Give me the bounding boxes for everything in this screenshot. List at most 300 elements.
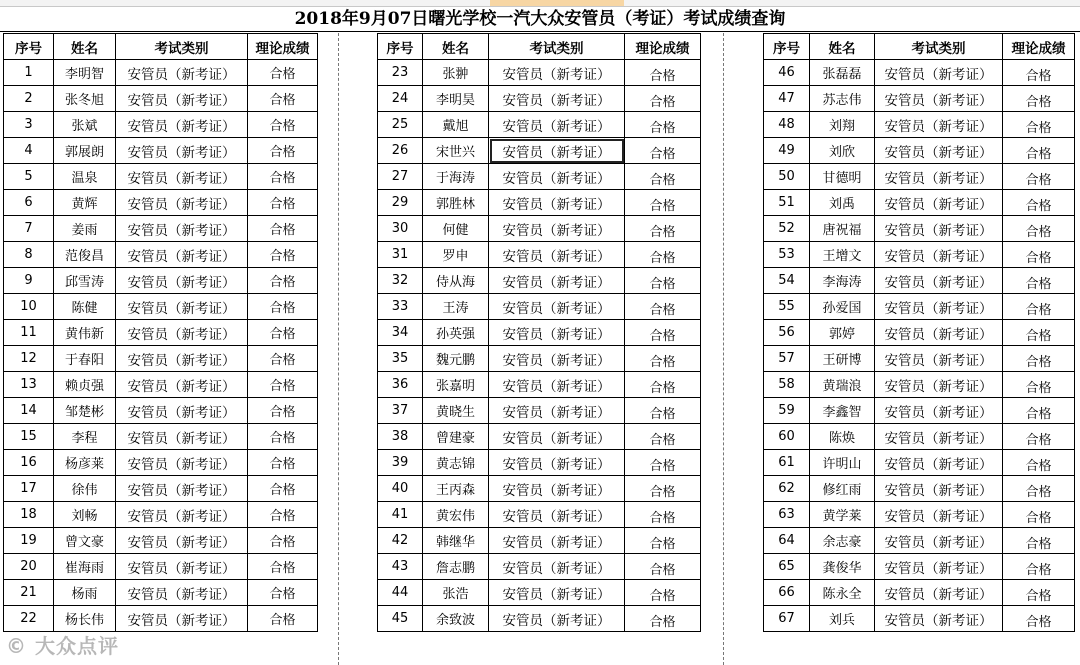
cell-exam-type[interactable]: 安管员（新考证） — [489, 216, 625, 242]
cell-number[interactable]: 14 — [4, 398, 54, 424]
cell-number[interactable]: 61 — [764, 450, 810, 476]
cell-name[interactable]: 黄学莱 — [810, 502, 875, 528]
cell-theory-score[interactable]: 合格 — [625, 528, 701, 554]
cell-number[interactable]: 9 — [4, 268, 54, 294]
cell-exam-type[interactable]: 安管员（新考证） — [489, 294, 625, 320]
cell-exam-type[interactable]: 安管员（新考证） — [875, 528, 1003, 554]
cell-name[interactable]: 赖贞强 — [54, 372, 116, 398]
cell-name[interactable]: 黄宏伟 — [423, 502, 489, 528]
cell-exam-type[interactable]: 安管员（新考证） — [489, 424, 625, 450]
cell-theory-score[interactable]: 合格 — [1003, 528, 1075, 554]
cell-name[interactable]: 崔海雨 — [54, 554, 116, 580]
cell-name[interactable]: 李明智 — [54, 60, 116, 86]
cell-number[interactable]: 47 — [764, 86, 810, 112]
table-row — [764, 164, 1075, 190]
cell-theory-score[interactable]: 合格 — [625, 138, 701, 164]
cell-number[interactable]: 49 — [764, 138, 810, 164]
cell-exam-type[interactable]: 安管员（新考证） — [489, 580, 625, 606]
cell-number[interactable]: 10 — [4, 294, 54, 320]
cell-exam-type[interactable]: 安管员（新考证） — [875, 398, 1003, 424]
cell-number[interactable]: 50 — [764, 164, 810, 190]
cell-name[interactable]: 孙爱国 — [810, 294, 875, 320]
cell-exam-type[interactable]: 安管员（新考证） — [116, 606, 248, 632]
cell-number[interactable]: 20 — [4, 554, 54, 580]
cell-number[interactable]: 26 — [378, 138, 423, 164]
cell-exam-type[interactable]: 安管员（新考证） — [489, 554, 625, 580]
header-exam-type[interactable]: 考试类别 — [875, 34, 1003, 60]
header-number[interactable]: 序号 — [4, 34, 54, 60]
cell-exam-type[interactable]: 安管员（新考证） — [116, 554, 248, 580]
cell-exam-type[interactable]: 安管员（新考证） — [116, 216, 248, 242]
cell-exam-type[interactable]: 安管员（新考证） — [489, 86, 625, 112]
cell-theory-score[interactable]: 合格 — [248, 138, 318, 164]
cell-name[interactable]: 邱雪涛 — [54, 268, 116, 294]
cell-theory-score[interactable]: 合格 — [1003, 424, 1075, 450]
cell-number[interactable]: 2 — [4, 86, 54, 112]
cell-theory-score[interactable]: 合格 — [1003, 346, 1075, 372]
cell-exam-type[interactable]: 安管员（新考证） — [875, 502, 1003, 528]
cell-exam-type[interactable]: 安管员（新考证） — [116, 268, 248, 294]
cell-theory-score[interactable]: 合格 — [625, 554, 701, 580]
cell-name[interactable]: 修红雨 — [810, 476, 875, 502]
cell-number[interactable]: 37 — [378, 398, 423, 424]
cell-exam-type[interactable]: 安管员（新考证） — [116, 346, 248, 372]
cell-name[interactable]: 王增文 — [810, 242, 875, 268]
cell-theory-score[interactable]: 合格 — [625, 190, 701, 216]
cell-exam-type[interactable]: 安管员（新考证） — [116, 450, 248, 476]
cell-theory-score[interactable]: 合格 — [1003, 268, 1075, 294]
cell-name[interactable]: 张冬旭 — [54, 86, 116, 112]
cell-exam-type[interactable]: 安管员（新考证） — [116, 424, 248, 450]
header-theory-score[interactable]: 理论成绩 — [1003, 34, 1075, 60]
cell-exam-type[interactable]: 安管员（新考证） — [875, 606, 1003, 632]
cell-exam-type[interactable]: 安管员（新考证） — [875, 372, 1003, 398]
cell-exam-type[interactable]: 安管员（新考证） — [875, 60, 1003, 86]
cell-name[interactable]: 于春阳 — [54, 346, 116, 372]
table-row — [378, 606, 701, 632]
table-row — [378, 86, 701, 112]
cell-name[interactable]: 王研博 — [810, 346, 875, 372]
cell-exam-type[interactable]: 安管员（新考证） — [875, 476, 1003, 502]
cell-theory-score[interactable]: 合格 — [625, 216, 701, 242]
cell-exam-type[interactable]: 安管员（新考证） — [875, 164, 1003, 190]
cell-exam-type[interactable]: 安管员（新考证） — [116, 86, 248, 112]
cell-name[interactable]: 王涛 — [423, 294, 489, 320]
cell-exam-type[interactable]: 安管员（新考证） — [116, 476, 248, 502]
cell-theory-score[interactable]: 合格 — [1003, 398, 1075, 424]
cell-exam-type[interactable]: 安管员（新考证） — [875, 580, 1003, 606]
cell-theory-score[interactable]: 合格 — [248, 450, 318, 476]
cell-number[interactable]: 51 — [764, 190, 810, 216]
cell-exam-type[interactable]: 安管员（新考证） — [875, 450, 1003, 476]
cell-name[interactable]: 魏元鹏 — [423, 346, 489, 372]
cell-number[interactable]: 12 — [4, 346, 54, 372]
cell-theory-score[interactable]: 合格 — [1003, 476, 1075, 502]
cell-theory-score[interactable]: 合格 — [1003, 502, 1075, 528]
cell-exam-type[interactable]: 安管员（新考证） — [875, 424, 1003, 450]
cell-theory-score[interactable]: 合格 — [248, 86, 318, 112]
cell-name[interactable]: 陈健 — [54, 294, 116, 320]
cell-theory-score[interactable]: 合格 — [1003, 190, 1075, 216]
cell-number[interactable]: 67 — [764, 606, 810, 632]
cell-exam-type[interactable]: 安管员（新考证） — [489, 346, 625, 372]
cell-theory-score[interactable]: 合格 — [248, 528, 318, 554]
cell-theory-score[interactable]: 合格 — [625, 268, 701, 294]
cell-number[interactable]: 30 — [378, 216, 423, 242]
table-row — [764, 242, 1075, 268]
cell-name[interactable]: 刘翔 — [810, 112, 875, 138]
cell-theory-score[interactable]: 合格 — [248, 190, 318, 216]
cell-theory-score[interactable]: 合格 — [625, 60, 701, 86]
cell-name[interactable]: 黄瑞浪 — [810, 372, 875, 398]
cell-name[interactable]: 张嘉明 — [423, 372, 489, 398]
cell-number[interactable]: 54 — [764, 268, 810, 294]
table-row — [378, 346, 701, 372]
cell-number[interactable]: 15 — [4, 424, 54, 450]
cell-name[interactable]: 李明昊 — [423, 86, 489, 112]
cell-number[interactable]: 64 — [764, 528, 810, 554]
cell-exam-type[interactable]: 安管员（新考证） — [875, 216, 1003, 242]
cell-exam-type[interactable]: 安管员（新考证） — [489, 398, 625, 424]
cell-number[interactable]: 29 — [378, 190, 423, 216]
cell-number[interactable]: 36 — [378, 372, 423, 398]
cell-number[interactable]: 35 — [378, 346, 423, 372]
cell-theory-score[interactable]: 合格 — [248, 606, 318, 632]
cell-exam-type[interactable]: 安管员（新考证） — [489, 502, 625, 528]
cell-number[interactable]: 34 — [378, 320, 423, 346]
cell-exam-type[interactable]: 安管员（新考证） — [875, 138, 1003, 164]
cell-theory-score[interactable]: 合格 — [625, 320, 701, 346]
cell-number[interactable]: 4 — [4, 138, 54, 164]
cell-name[interactable]: 邹楚彬 — [54, 398, 116, 424]
cell-number[interactable]: 32 — [378, 268, 423, 294]
table-row — [4, 60, 318, 86]
cell-exam-type[interactable]: 安管员（新考证） — [875, 320, 1003, 346]
cell-theory-score[interactable]: 合格 — [625, 476, 701, 502]
results-table-middle — [377, 33, 701, 632]
cell-theory-score[interactable]: 合格 — [1003, 138, 1075, 164]
table-row — [378, 60, 701, 86]
cell-theory-score[interactable]: 合格 — [248, 580, 318, 606]
cell-name[interactable]: 黄辉 — [54, 190, 116, 216]
cell-number[interactable]: 8 — [4, 242, 54, 268]
cell-exam-type[interactable]: 安管员（新考证） — [875, 190, 1003, 216]
cell-theory-score[interactable]: 合格 — [625, 450, 701, 476]
cell-name[interactable]: 张浩 — [423, 580, 489, 606]
cell-number[interactable]: 45 — [378, 606, 423, 632]
table-row — [764, 528, 1075, 554]
cell-name[interactable]: 范俊昌 — [54, 242, 116, 268]
cell-theory-score[interactable]: 合格 — [248, 60, 318, 86]
cell-number[interactable]: 52 — [764, 216, 810, 242]
cell-name[interactable]: 李鑫智 — [810, 398, 875, 424]
cell-name[interactable]: 张磊磊 — [810, 60, 875, 86]
cell-number[interactable]: 19 — [4, 528, 54, 554]
cell-theory-score[interactable]: 合格 — [625, 398, 701, 424]
table-row — [4, 554, 318, 580]
cell-number[interactable]: 65 — [764, 554, 810, 580]
watermark-logo: © 大众点评 — [6, 634, 119, 658]
table-row — [4, 424, 318, 450]
cell-exam-type[interactable]: 安管员（新考证） — [489, 60, 625, 86]
cell-name[interactable]: 黄伟新 — [54, 320, 116, 346]
cell-theory-score[interactable]: 合格 — [1003, 164, 1075, 190]
cell-theory-score[interactable]: 合格 — [1003, 242, 1075, 268]
cell-number[interactable]: 42 — [378, 528, 423, 554]
cell-number[interactable]: 39 — [378, 450, 423, 476]
cell-exam-type[interactable]: 安管员（新考证） — [116, 528, 248, 554]
cell-number[interactable]: 5 — [4, 164, 54, 190]
cell-name[interactable]: 侍从海 — [423, 268, 489, 294]
cell-exam-type[interactable]: 安管员（新考证） — [116, 164, 248, 190]
cell-name[interactable]: 甘德明 — [810, 164, 875, 190]
cell-exam-type[interactable]: 安管员（新考证） — [875, 346, 1003, 372]
cell-exam-type[interactable]: 安管员（新考证） — [116, 580, 248, 606]
cell-theory-score[interactable]: 合格 — [248, 320, 318, 346]
header-theory-score[interactable]: 理论成绩 — [248, 34, 318, 60]
cell-number[interactable]: 18 — [4, 502, 54, 528]
cell-theory-score[interactable]: 合格 — [1003, 216, 1075, 242]
cell-theory-score[interactable]: 合格 — [625, 294, 701, 320]
cell-exam-type[interactable]: 安管员（新考证） — [489, 476, 625, 502]
cell-theory-score[interactable]: 合格 — [625, 606, 701, 632]
cell-exam-type[interactable]: 安管员（新考证） — [489, 268, 625, 294]
cell-exam-type[interactable]: 安管员（新考证） — [489, 528, 625, 554]
cell-number[interactable]: 24 — [378, 86, 423, 112]
cell-name[interactable]: 曾文豪 — [54, 528, 116, 554]
cell-number[interactable]: 17 — [4, 476, 54, 502]
cell-theory-score[interactable]: 合格 — [1003, 320, 1075, 346]
cell-exam-type[interactable]: 安管员（新考证） — [875, 242, 1003, 268]
cell-number[interactable]: 53 — [764, 242, 810, 268]
cell-name[interactable]: 黄晓生 — [423, 398, 489, 424]
cell-theory-score[interactable]: 合格 — [248, 112, 318, 138]
table-row — [764, 138, 1075, 164]
cell-name[interactable]: 陈焕 — [810, 424, 875, 450]
cell-number[interactable]: 44 — [378, 580, 423, 606]
cell-number[interactable]: 56 — [764, 320, 810, 346]
cell-exam-type[interactable]: 安管员（新考证） — [489, 320, 625, 346]
cell-name[interactable]: 张斌 — [54, 112, 116, 138]
cell-exam-type[interactable]: 安管员（新考证） — [116, 502, 248, 528]
cell-name[interactable]: 曾建豪 — [423, 424, 489, 450]
cell-exam-type[interactable]: 安管员（新考证） — [489, 242, 625, 268]
table-row — [4, 346, 318, 372]
cell-theory-score[interactable]: 合格 — [248, 424, 318, 450]
header-name[interactable]: 姓名 — [810, 34, 875, 60]
cell-theory-score[interactable]: 合格 — [248, 554, 318, 580]
cell-name[interactable]: 何健 — [423, 216, 489, 242]
cell-name[interactable]: 徐伟 — [54, 476, 116, 502]
cell-name[interactable]: 刘禹 — [810, 190, 875, 216]
table-row — [764, 450, 1075, 476]
cell-name[interactable]: 韩继华 — [423, 528, 489, 554]
table-row — [764, 294, 1075, 320]
cell-exam-type[interactable]: 安管员（新考证） — [875, 294, 1003, 320]
cell-number[interactable]: 25 — [378, 112, 423, 138]
cell-number[interactable]: 40 — [378, 476, 423, 502]
cell-exam-type[interactable]: 安管员（新考证） — [116, 112, 248, 138]
cell-theory-score[interactable]: 合格 — [1003, 554, 1075, 580]
cell-exam-type[interactable]: 安管员（新考证） — [116, 398, 248, 424]
cell-name[interactable]: 龚俊华 — [810, 554, 875, 580]
cell-number[interactable]: 27 — [378, 164, 423, 190]
cell-number[interactable]: 43 — [378, 554, 423, 580]
cell-exam-type[interactable]: 安管员（新考证） — [489, 372, 625, 398]
cell-exam-type[interactable]: 安管员（新考证） — [489, 112, 625, 138]
cell-number[interactable]: 22 — [4, 606, 54, 632]
header-exam-type[interactable]: 考试类别 — [489, 34, 625, 60]
cell-number[interactable]: 60 — [764, 424, 810, 450]
cell-theory-score[interactable]: 合格 — [625, 372, 701, 398]
cell-number[interactable]: 57 — [764, 346, 810, 372]
cell-theory-score[interactable]: 合格 — [248, 268, 318, 294]
cell-theory-score[interactable]: 合格 — [248, 398, 318, 424]
cell-theory-score[interactable]: 合格 — [1003, 450, 1075, 476]
cell-name[interactable]: 刘畅 — [54, 502, 116, 528]
table-row — [378, 242, 701, 268]
cell-name[interactable]: 苏志伟 — [810, 86, 875, 112]
cell-theory-score[interactable]: 合格 — [625, 580, 701, 606]
cell-exam-type[interactable]: 安管员（新考证） — [116, 294, 248, 320]
cell-name[interactable]: 詹志鹏 — [423, 554, 489, 580]
table-row — [4, 112, 318, 138]
cell-name[interactable]: 戴旭 — [423, 112, 489, 138]
cell-name[interactable]: 姜雨 — [54, 216, 116, 242]
header-exam-type[interactable]: 考试类别 — [116, 34, 248, 60]
cell-name[interactable]: 罗申 — [423, 242, 489, 268]
cell-number[interactable]: 33 — [378, 294, 423, 320]
cell-exam-type[interactable]: 安管员（新考证） — [489, 606, 625, 632]
cell-number[interactable]: 62 — [764, 476, 810, 502]
header-name[interactable]: 姓名 — [423, 34, 489, 60]
table-row — [764, 346, 1075, 372]
cell-exam-type[interactable]: 安管员（新考证） — [489, 164, 625, 190]
table-row — [378, 190, 701, 216]
cell-number[interactable]: 58 — [764, 372, 810, 398]
cell-name[interactable]: 黄志锦 — [423, 450, 489, 476]
cell-number[interactable]: 13 — [4, 372, 54, 398]
cell-number[interactable]: 55 — [764, 294, 810, 320]
cell-exam-type[interactable]: 安管员（新考证） — [489, 190, 625, 216]
cell-number[interactable]: 7 — [4, 216, 54, 242]
cell-exam-type[interactable]: 安管员（新考证） — [489, 450, 625, 476]
cell-theory-score[interactable]: 合格 — [625, 502, 701, 528]
cell-theory-score[interactable]: 合格 — [1003, 294, 1075, 320]
table-row — [378, 138, 701, 164]
cell-name[interactable]: 刘欣 — [810, 138, 875, 164]
cell-theory-score[interactable]: 合格 — [625, 164, 701, 190]
cell-theory-score[interactable]: 合格 — [625, 346, 701, 372]
cell-name[interactable]: 余致波 — [423, 606, 489, 632]
cell-theory-score[interactable]: 合格 — [625, 112, 701, 138]
header-name[interactable]: 姓名 — [54, 34, 116, 60]
cell-theory-score[interactable]: 合格 — [248, 346, 318, 372]
cell-exam-type[interactable]: 安管员（新考证） — [875, 112, 1003, 138]
cell-exam-type[interactable]: 安管员（新考证） — [875, 268, 1003, 294]
cell-number[interactable]: 16 — [4, 450, 54, 476]
table-row — [378, 528, 701, 554]
cell-number[interactable]: 63 — [764, 502, 810, 528]
cell-name[interactable]: 杨雨 — [54, 580, 116, 606]
table-row — [378, 502, 701, 528]
cell-theory-score[interactable]: 合格 — [1003, 606, 1075, 632]
cell-theory-score[interactable]: 合格 — [248, 502, 318, 528]
cell-theory-score[interactable]: 合格 — [625, 424, 701, 450]
cell-number[interactable]: 1 — [4, 60, 54, 86]
cell-theory-score[interactable]: 合格 — [248, 372, 318, 398]
cell-exam-type[interactable]: 安管员（新考证） — [116, 242, 248, 268]
cell-theory-score[interactable]: 合格 — [1003, 86, 1075, 112]
cell-number[interactable]: 21 — [4, 580, 54, 606]
cell-theory-score[interactable]: 合格 — [1003, 372, 1075, 398]
cell-theory-score[interactable]: 合格 — [248, 242, 318, 268]
cell-name[interactable]: 刘兵 — [810, 606, 875, 632]
cell-theory-score[interactable]: 合格 — [248, 476, 318, 502]
cell-name[interactable]: 李程 — [54, 424, 116, 450]
cell-number[interactable]: 38 — [378, 424, 423, 450]
cell-name[interactable]: 王丙森 — [423, 476, 489, 502]
cell-exam-type[interactable]: 安管员（新考证） — [116, 320, 248, 346]
cell-exam-type[interactable]: 安管员（新考证） — [116, 138, 248, 164]
cell-name[interactable]: 温泉 — [54, 164, 116, 190]
cell-number[interactable]: 41 — [378, 502, 423, 528]
cell-theory-score[interactable]: 合格 — [1003, 112, 1075, 138]
cell-exam-type[interactable]: 安管员（新考证） — [116, 190, 248, 216]
cell-number[interactable]: 23 — [378, 60, 423, 86]
cell-theory-score[interactable]: 合格 — [625, 86, 701, 112]
cell-name[interactable]: 许明山 — [810, 450, 875, 476]
cell-name[interactable]: 余志豪 — [810, 528, 875, 554]
header-theory-score[interactable]: 理论成绩 — [625, 34, 701, 60]
cell-name[interactable]: 李海涛 — [810, 268, 875, 294]
cell-theory-score[interactable]: 合格 — [1003, 580, 1075, 606]
cell-exam-type[interactable]: 安管员（新考证） — [116, 60, 248, 86]
cell-number[interactable]: 6 — [4, 190, 54, 216]
cell-name[interactable]: 郭胜林 — [423, 190, 489, 216]
cell-name[interactable]: 郭展朗 — [54, 138, 116, 164]
cell-number[interactable]: 48 — [764, 112, 810, 138]
cell-exam-type[interactable]: 安管员（新考证） — [875, 86, 1003, 112]
cell-exam-type[interactable]: 安管员（新考证） — [875, 554, 1003, 580]
cell-name[interactable]: 张翀 — [423, 60, 489, 86]
cell-name[interactable]: 于海涛 — [423, 164, 489, 190]
header-number[interactable]: 序号 — [764, 34, 810, 60]
cell-theory-score[interactable]: 合格 — [248, 164, 318, 190]
cell-number[interactable]: 11 — [4, 320, 54, 346]
header-number[interactable]: 序号 — [378, 34, 423, 60]
cell-theory-score[interactable]: 合格 — [1003, 60, 1075, 86]
cell-name[interactable]: 陈永全 — [810, 580, 875, 606]
cell-name[interactable]: 孙英强 — [423, 320, 489, 346]
cell-number[interactable]: 3 — [4, 112, 54, 138]
cell-number[interactable]: 66 — [764, 580, 810, 606]
cell-name[interactable]: 杨长伟 — [54, 606, 116, 632]
cell-name[interactable]: 杨彦莱 — [54, 450, 116, 476]
cell-number[interactable]: 59 — [764, 398, 810, 424]
cell-name[interactable]: 郭婷 — [810, 320, 875, 346]
cell-theory-score[interactable]: 合格 — [248, 216, 318, 242]
cell-exam-type[interactable]: 安管员（新考证） — [489, 138, 625, 164]
cell-name[interactable]: 宋世兴 — [423, 138, 489, 164]
cell-theory-score[interactable]: 合格 — [248, 294, 318, 320]
table-row — [4, 580, 318, 606]
cell-name[interactable]: 唐祝福 — [810, 216, 875, 242]
cell-number[interactable]: 31 — [378, 242, 423, 268]
cell-number[interactable]: 46 — [764, 60, 810, 86]
cell-theory-score[interactable]: 合格 — [625, 242, 701, 268]
cell-exam-type[interactable]: 安管员（新考证） — [116, 372, 248, 398]
